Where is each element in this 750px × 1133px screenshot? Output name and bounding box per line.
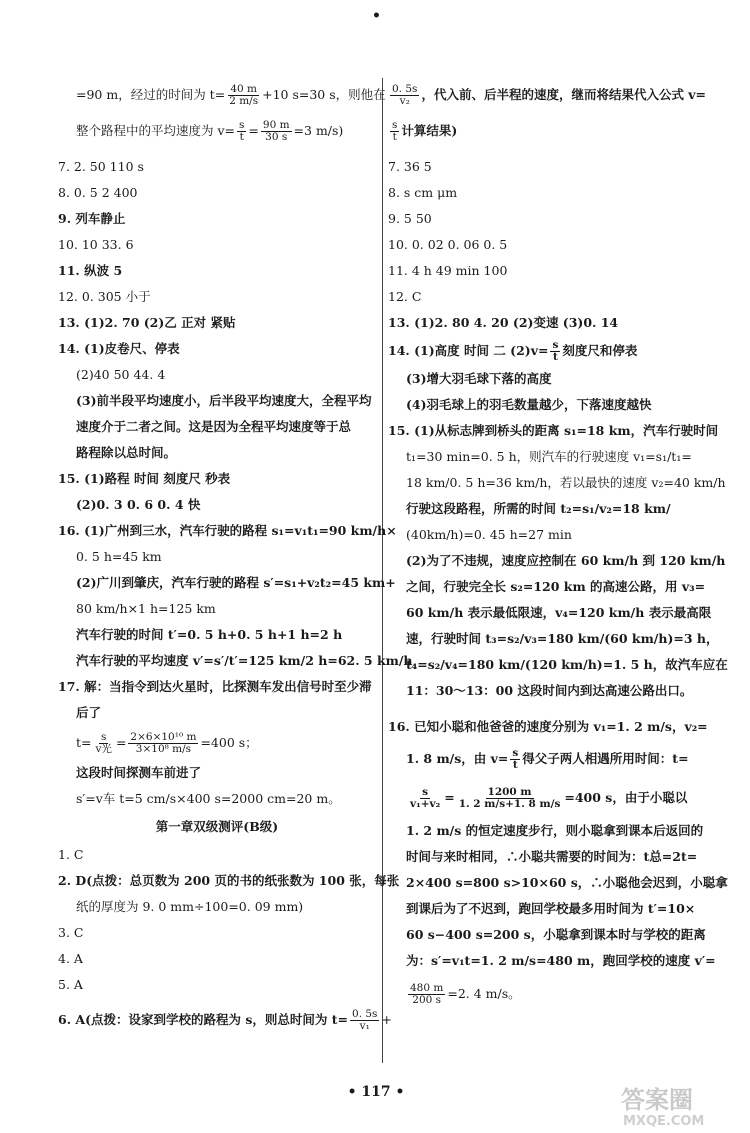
- answer-b2: 纸的厚度为 9. 0 mm÷100=0. 09 mm): [76, 899, 304, 914]
- answer-b13: 13. (1)2. 80 4. 20 (2)变速 (3)0. 14: [388, 315, 619, 330]
- answer-15-2: (2)0. 3 0. 6 0. 4 快: [76, 497, 201, 512]
- answer-b16: 1. 8 m/s，由 v= $\frac{s}{t}$ 得父子两人相遇所用时间：t=: [406, 746, 689, 771]
- answer-16-2: 汽车行驶的时间 t′=0. 5 h+0. 5 h+1 h=2 h: [76, 627, 343, 642]
- answer-b16-formula: $\frac{s}{\text{v₁+v₂}}$ = $\frac{1200 m}{1. 2 m/s+1. 8 m/s}$ =400 s，由于小聪以: [410, 785, 688, 810]
- answer-16: 0. 5 h=45 km: [76, 549, 162, 564]
- answer-b16-result: $\frac{480 m}{200 s}$ =2. 4 m/s。: [410, 981, 521, 1006]
- answer-b16: 时间与来时相同，∴小聪共需要的时间为：t总=2t=: [406, 849, 698, 864]
- answer-9: 9. 列车静止: [58, 211, 126, 226]
- answer-b16: 60 s−400 s=200 s，小聪拿到课本时与学校的距离: [406, 927, 706, 942]
- answer-14-3: (3)前半段平均速度小，后半段平均速度大，全程平均: [76, 393, 372, 408]
- answer-14-3: 速度介于二者之间。这是因为全程平均速度等于总: [76, 419, 352, 434]
- answer-b16: 1. 2 m/s 的恒定速度步行，则小聪拿到课本后返回的: [406, 823, 704, 838]
- fraction: $\frac{s}{t}$: [392, 118, 398, 143]
- column-divider: [382, 78, 383, 1063]
- answer-b5: 5. A: [58, 977, 83, 992]
- answer-b16: 2×400 s=800 s>10×60 s，∴小聪他会迟到，小聪拿: [406, 875, 728, 890]
- fraction: $\frac{s}{t}$: [512, 746, 519, 771]
- section-heading: 第一章双级测评(B级): [155, 819, 279, 834]
- fraction: $\frac{1200 m}{1. 2 m/s+1. 8 m/s}$: [458, 785, 561, 810]
- answer-10: 10. 10 33. 6: [58, 237, 134, 252]
- answer-line: =90 m，经过的时间为 t= $\frac{40 m}{2 m/s}$ +10 s=30 s，则他在: [76, 82, 386, 107]
- answer-17: 17. 解：当指令到达火星时，比探测车发出信号时至少滞: [58, 679, 372, 694]
- answer-b16: 16. 已知小聪和他爸爸的速度分别为 v₁=1. 2 m/s，v₂=: [388, 719, 708, 734]
- answer-b16: 为：s′=v₁t=1. 2 m/s=480 m，跑回学校的速度 v′=: [406, 953, 716, 968]
- answer-b14-4: (4)羽毛球上的羽毛数量越少，下落速度越快: [406, 397, 652, 412]
- right-column: [388, 80, 728, 1010]
- fraction: $\frac{\text{2×6×10¹⁰ m}}{\text{3×10⁸ m/s}}$: [130, 730, 197, 755]
- answer-7: 7. 2. 50 110 s: [58, 159, 144, 174]
- answer-b11: 11. 4 h 49 min 100: [388, 263, 508, 278]
- answer-b15-2: 60 km/h 表示最低限速，v₄=120 km/h 表示最高限: [406, 605, 712, 620]
- answer-17: 后了: [76, 705, 102, 720]
- answer-b3: 3. C: [58, 925, 84, 940]
- answer-12: 12. 0. 305 小于: [58, 289, 151, 304]
- fraction: $\frac{s}{\text{v₁+v₂}}$: [410, 785, 441, 810]
- answer-b4: 4. A: [58, 951, 83, 966]
- answer-b6-cont: $\frac{0. 5s}{\text{v₂}}$ ，代入前、后半程的速度，继而将结果代入公式 v=: [392, 82, 707, 107]
- answer-17-formula: t= $\frac{s}{\text{v光}}$ = $\frac{\text{2×6×10¹⁰ m}}{\text{3×10⁸ m/s}}$ =400 s；: [76, 730, 258, 755]
- answer-b16: 到课后为了不迟到，跑回学校最多用时间为 t′=10×: [406, 901, 696, 916]
- fraction: $\frac{s}{t}$: [552, 338, 559, 363]
- answer-b15-2: t₄=s₂/v₄=180 km/(120 km/h)=1. 5 h，故汽车应在: [406, 657, 728, 672]
- answer-b8: 8. s cm μm: [388, 185, 458, 200]
- answer-b15-2: 之间，行驶完全长 s₂=120 km 的高速公路，用 v₃=: [406, 579, 706, 594]
- fraction: $\frac{90 m}{30 s}$: [262, 118, 290, 143]
- answer-b10: 10. 0. 02 0. 06 0. 5: [388, 237, 508, 252]
- answer-14: 14. (1)皮卷尺、停表: [58, 341, 180, 356]
- answer-16: 16. (1)广州到三水，汽车行驶的路程 s₁=v₁t₁=90 km/h×: [58, 523, 397, 538]
- answer-b6-cont: $\frac{s}{t}$ 计算结果): [392, 118, 458, 143]
- fraction: $\frac{0. 5s}{\text{v₂}}$: [392, 82, 418, 107]
- answer-11: 11. 纵波 5: [58, 263, 123, 278]
- answer-b2: 2. D(点拨：总页数为 200 页的书的纸张数为 100 张，每张: [58, 873, 400, 888]
- answer-b9: 9. 5 50: [388, 211, 432, 226]
- answer-b7: 7. 36 5: [388, 159, 432, 174]
- answer-8: 8. 0. 5 2 400: [58, 185, 138, 200]
- answer-15: 15. (1)路程 时间 刻度尺 秒表: [58, 471, 231, 486]
- svg-text:答案圈: 答案圈: [621, 1086, 693, 1114]
- answer-b15-2: 速，行驶时间 t₃=s₂/v₃=180 km/(60 km/h)=3 h，: [406, 631, 719, 646]
- fraction: $\frac{0. 5s}{\text{v₁}}$: [352, 1007, 378, 1032]
- header-dot: •: [372, 8, 381, 24]
- answer-13: 13. (1)2. 70 (2)乙 正对 紧贴: [58, 315, 236, 330]
- fraction: $\frac{40 m}{2 m/s}$: [229, 82, 259, 107]
- answer-b15-2: 11：30～13：00 这段时间内到达高速公路出口。: [406, 683, 693, 698]
- fraction: $\frac{s}{\text{v光}}$: [95, 730, 112, 755]
- answer-b6: 6. A(点拨：设家到学校的路程为 s，则总时间为 t= $\frac{0. 5s}{\text{v₁}}$ +: [58, 1007, 392, 1032]
- answer-b15: t₁=30 min=0. 5 h，则汽车的行驶速度 v₁=s₁/t₁=: [406, 449, 692, 464]
- watermark-logo: [615, 1082, 740, 1128]
- answer-16-2: 汽车行驶的平均速度 v′=s′/t′=125 km/2 h=62. 5 km/h: [76, 653, 413, 668]
- answer-b15: 18 km/0. 5 h=36 km/h，若以最快的速度 v₂=40 km/h: [406, 475, 726, 490]
- answer-14-2: (2)40 50 44. 4: [76, 367, 166, 382]
- answer-16-2: 80 km/h×1 h=125 km: [76, 601, 216, 616]
- answer-line: 整个路程中的平均速度为 v= $\frac{s}{t}$ = $\frac{90 m}{30 s}$ =3 m/s): [76, 118, 344, 143]
- fraction: $\frac{480 m}{200 s}$: [410, 981, 444, 1006]
- answer-b14-3: (3)增大羽毛球下落的高度: [406, 371, 552, 386]
- answer-b15: 15. (1)从标志牌到桥头的距离 s₁=18 km，汽车行驶时间: [388, 423, 719, 438]
- answer-16-2: (2)广川到肇庆，汽车行驶的路程 s′=s₁+v₂t₂=45 km+: [76, 575, 396, 590]
- answer-b15: (40km/h)=0. 45 h=27 min: [406, 527, 572, 542]
- answer-b12: 12. C: [388, 289, 422, 304]
- answer-b15: 行驶这段路程，所需的时间 t₂=s₁/v₂=18 km/: [406, 501, 671, 516]
- answer-b1: 1. C: [58, 847, 84, 862]
- answer-b14: 14. (1)高度 时间 二 (2)v= $\frac{s}{t}$ 刻度尺和停表: [388, 338, 638, 363]
- answer-b15-2: (2)为了不违规，速度应控制在 60 km/h 到 120 km/h: [406, 553, 726, 568]
- fraction: $\frac{s}{t}$: [239, 118, 245, 143]
- svg-text:MXQE.COM: MXQE.COM: [623, 1114, 705, 1128]
- answer-17: s′=v车 t=5 cm/s×400 s=2000 cm=20 m。: [76, 791, 341, 806]
- answer-17: 这段时间探测车前进了: [76, 765, 202, 780]
- answer-14-3: 路程除以总时间。: [76, 445, 177, 460]
- page-number: • 117 •: [347, 1084, 405, 1100]
